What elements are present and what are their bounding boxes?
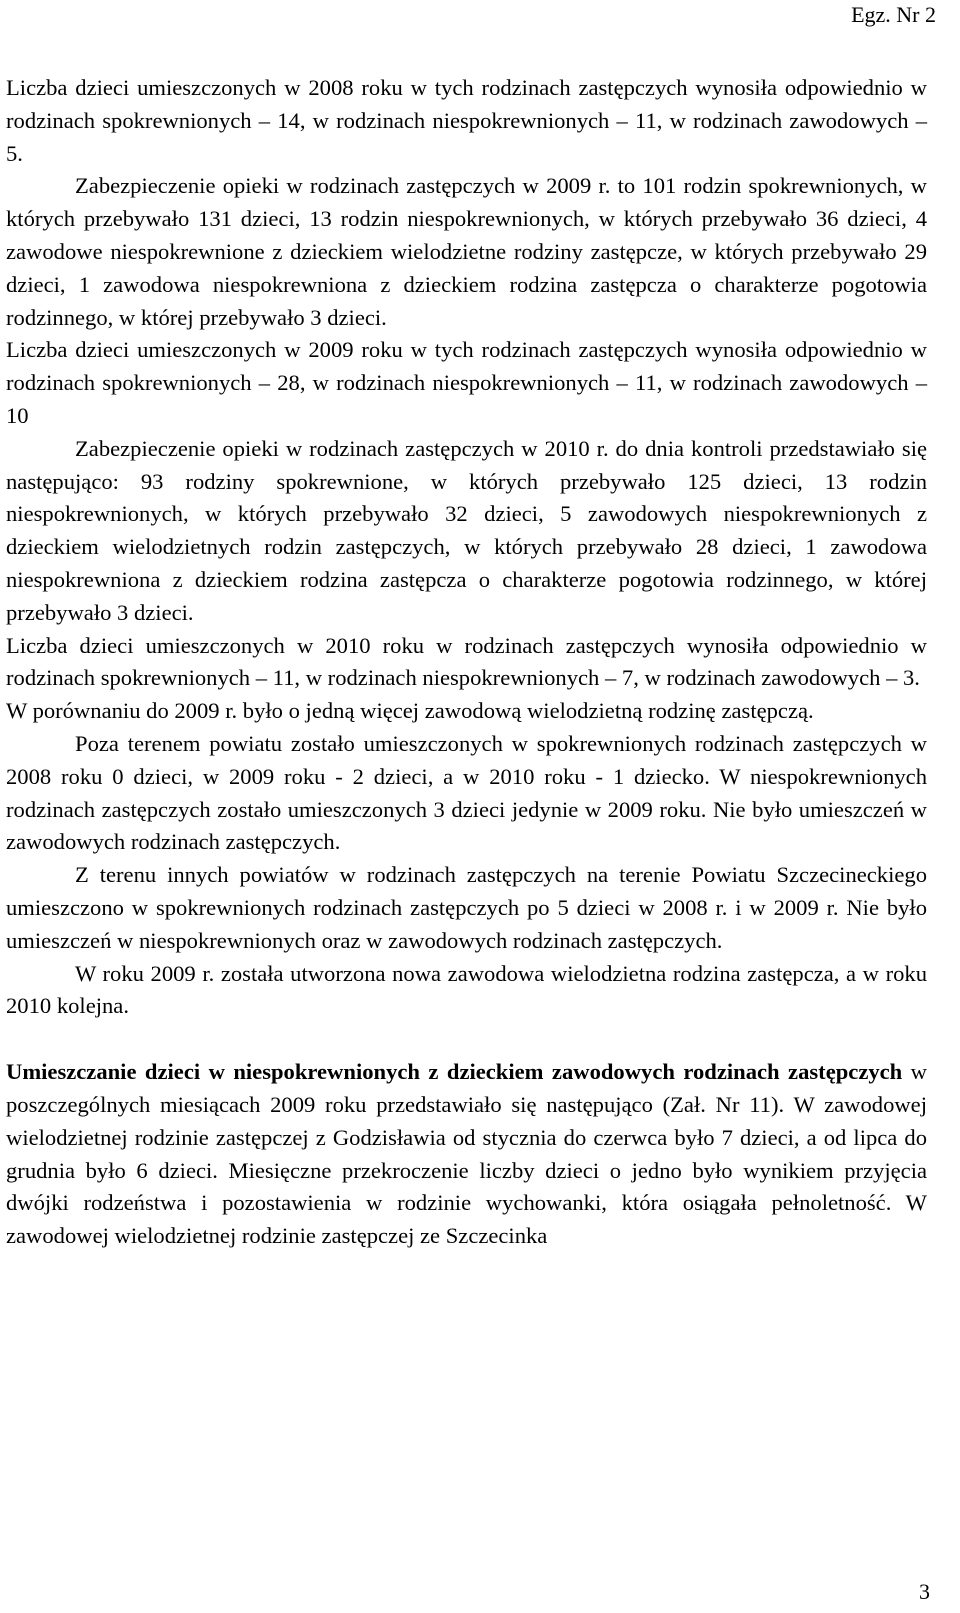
paragraph-2009-foster-care: Zabezpieczenie opieki w rodzinach zastępczych w 2009 r. to 101 rodzin spokrewnionych, w których przebywało 131 dzieci, 13 rodzin niespokrewnionych, w których przebywało 36 dzieci, 4 zawodowe niespokrewnione z dzieckiem wielodzietne rodziny zastępcze, w których przebywało 29 dzieci, 1 zawodowa niespokrewniona z dzieckiem rodzina zastępcza o charakterze pogotowia rodzinnego, w której przebywało 3 dzieci. (6, 173, 927, 330)
paragraph-2010-placements: Liczba dzieci umieszczonych w 2010 roku w rodzinach zastępczych wynosiła odpowiednio w rodzinach spokrewnionych – 11, w rodzinach niespokrewnionych – 7, w rodzinach zawodowych – 3. (6, 632, 927, 691)
section-heading: Umieszczanie dzieci w niespokrewnionych z dzieckiem zawodowych rodzinach zastępczych (6, 1059, 903, 1085)
paragraph-comparison-2009: W porównaniu do 2009 r. było o jedną więcej zawodową wielodzietną rodzinę zastępczą. (6, 698, 814, 724)
paragraph-spacer (6, 1023, 927, 1056)
page-number: 3 (919, 1579, 930, 1604)
paragraph-other-counties: Z terenu innych powiatów w rodzinach zastępczych na terenie Powiatu Szczecineckiego umieszczono w spokrewnionych rodzinach zastępczych po 5 dzieci w 2008 r. i w 2009 r. Nie było umieszczeń w niespokrewnionych oraz w zawodowych rodzinach zastępczych. (6, 862, 927, 953)
paragraph-new-family: W roku 2009 r. została utworzona nowa zawodowa wielodzietna rodzina zastępcza, a w roku 2010 kolejna. (6, 960, 927, 1019)
section-paragraph (6, 1056, 927, 1253)
section-text: w poszczególnych miesiącach 2009 roku przedstawiało się następująco (Zał. Nr 11). W zawodowej wielodzietnej rodzinie zastępczej z Godzisławia od stycznia do czerwca było 7 dzieci, a od lipca do grudnia było 6 dzieci. Miesięczne przekroczenie liczby dzieci o jedno było wynikiem przyjęcia dwójki rodzeństwa i pozostawienia w rodzinie wychowanki, która osiągała pełnoletność. W zawodowej wielodzietnej rodzinie zastępczej ze Szczecinka (6, 1059, 928, 1249)
paragraph-outside-county: Poza terenem powiatu zostało umieszczonych w spokrewnionych rodzinach zastępczych w 2008 roku 0 dzieci, w 2009 roku - 2 dzieci, a w 2010 roku - 1 dziecko. W niespokrewnionych rodzinach zastępczych zostało umieszczonych 3 dzieci jedynie w 2009 roku. Nie było umieszczeń w zawodowych rodzinach zastępczych. (6, 730, 927, 855)
document-body (6, 72, 927, 1253)
copy-number-label: Egz. Nr 2 (851, 2, 936, 27)
paragraph-2010-foster-care: Zabezpieczenie opieki w rodzinach zastępczych w 2010 r. do dnia kontroli przedstawiało się następująco: 93 rodziny spokrewnione, w których przebywało 125 dzieci, 13 rodzin niespokrewnionych, w których przebywało 32 dzieci, 5 zawodowych niespokrewnionych z dzieckiem wielodzietnych rodzin zastępczych, w których przebywało 28 dzieci, 1 zawodowa niespokrewniona z dzieckiem rodzina zastępcza o charakterze pogotowia rodzinnego, w której przebywało 3 dzieci. (6, 435, 927, 625)
paragraph-2009-placements: Liczba dzieci umieszczonych w 2009 roku w tych rodzinach zastępczych wynosiła odpowiednio w rodzinach spokrewnionych – 28, w rodzinach niespokrewnionych – 11, w rodzinach zawodowych – 10 (6, 337, 927, 428)
paragraph-2008-placements: Liczba dzieci umieszczonych w 2008 roku w tych rodzinach zastępczych wynosiła odpowiednio w rodzinach spokrewnionych – 14, w rodzinach niespokrewnionych – 11, w rodzinach zawodowych – 5. (6, 75, 927, 166)
